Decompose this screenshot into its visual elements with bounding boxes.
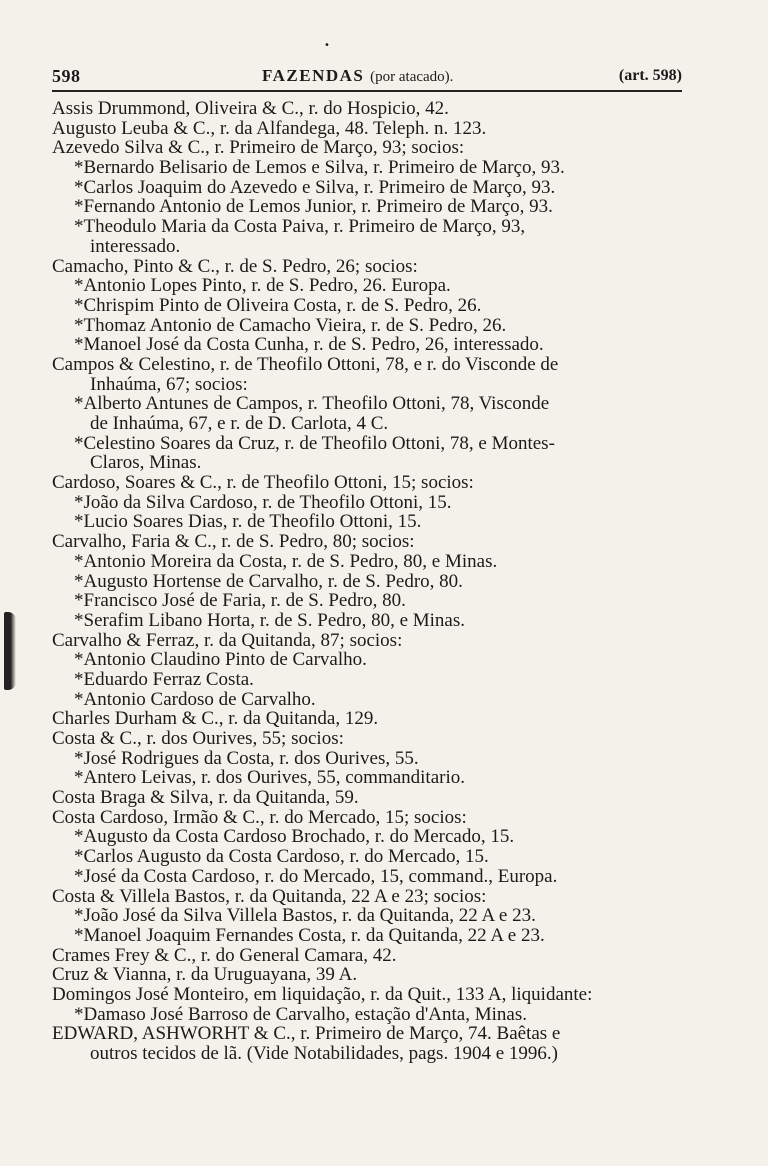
continuation-line: Claros, Minas. xyxy=(90,452,202,474)
partner-line: *Eduardo Ferraz Costa. xyxy=(74,668,254,690)
ink-dot: • xyxy=(324,40,330,51)
entry-line: Crames Frey & C., r. do General Camara, 42. xyxy=(52,944,397,966)
continuation-line: interessado. xyxy=(90,235,181,257)
partner-line: *João José da Silva Villela Bastos, r. da Quitanda, 22 A e 23. xyxy=(74,905,536,927)
continuation-line: outros tecidos de lã. (Vide Notabilidades, pags. 1904 e 1996.) xyxy=(90,1043,558,1064)
entry-line: Carvalho & Ferraz, r. da Quitanda, 87; socios: xyxy=(52,629,403,651)
entry-line: Camacho, Pinto & C., r. de S. Pedro, 26; socios: xyxy=(52,255,418,277)
partner-line: *Serafim Libano Horta, r. de S. Pedro, 80, e Minas. xyxy=(74,609,466,631)
page-number: 598 xyxy=(52,66,81,86)
partner-line: *Antonio Moreira da Costa, r. de S. Pedro, 80, e Minas. xyxy=(74,550,498,572)
entry-line: Domingos José Monteiro, em liquidação, r. da Quit., 133 A, liquidante: xyxy=(52,983,593,1005)
entry-line: Azevedo Silva & C., r. Primeiro de Março, 93; socios: xyxy=(52,137,465,159)
partner-line: *Augusto da Costa Cardoso Brochado, r. do Mercado, 15. xyxy=(74,826,515,848)
partner-line: *José da Costa Cardoso, r. do Mercado, 15, command., Europa. xyxy=(74,865,558,887)
partner-line: *Antonio Claudino Pinto de Carvalho. xyxy=(74,649,367,671)
partner-line: *Thomaz Antonio de Camacho Vieira, r. de S. Pedro, 26. xyxy=(74,314,507,336)
entry-line: Costa Braga & Silva, r. da Quitanda, 59. xyxy=(52,787,359,809)
partner-line: *Lucio Soares Dias, r. de Theofilo Ottoni, 15. xyxy=(74,511,422,533)
section-subtitle: (por atacado). xyxy=(370,69,454,85)
partner-line: *Manoel José da Costa Cunha, r. de S. Pedro, 26, interessado. xyxy=(74,334,544,356)
partner-line: *Theodulo Maria da Costa Paiva, r. Primeiro de Março, 93, xyxy=(74,216,526,238)
entry-line: Augusto Leuba & C., r. da Alfandega, 48. Teleph. n. 123. xyxy=(52,117,487,139)
partner-line: *Bernardo Belisario de Lemos e Silva, r. Primeiro de Março, 93. xyxy=(74,157,565,179)
partner-line: *Fernando Antonio de Lemos Junior, r. Primeiro de Março, 93. xyxy=(74,196,553,218)
partner-line: *Carlos Augusto da Costa Cardoso, r. do Mercado, 15. xyxy=(74,846,489,868)
entry-line: Cruz & Vianna, r. da Uruguayana, 39 A. xyxy=(52,964,358,986)
partner-line: *Alberto Antunes de Campos, r. Theofilo Ottoni, 78, Visconde xyxy=(74,393,550,415)
continuation-line: de Inhaúma, 67, e r. de D. Carlota, 4 C. xyxy=(90,413,389,434)
partner-line: *Antonio Cardoso de Carvalho. xyxy=(74,688,316,710)
partner-line: *Manoel Joaquim Fernandes Costa, r. da Quitanda, 22 A e 23. xyxy=(74,924,545,946)
page-title xyxy=(262,66,453,86)
directory-listing xyxy=(52,99,712,1064)
partner-line: *José Rodrigues da Costa, r. dos Ourives, 55. xyxy=(74,747,419,769)
partner-line: *Carlos Joaquim do Azevedo e Silva, r. Primeiro de Março, 93. xyxy=(74,176,556,198)
partner-line: *Antonio Lopes Pinto, r. de S. Pedro, 26. Europa. xyxy=(74,275,451,297)
continuation-line: Inhaúma, 67; socios: xyxy=(90,373,248,395)
entry-line: EDWARD, ASHWORHT & C., r. Primeiro de Março, 74. Baêtas e xyxy=(52,1023,561,1045)
partner-line: *Augusto Hortense de Carvalho, r. de S. Pedro, 80. xyxy=(74,570,463,592)
entry-line: Campos & Celestino, r. de Theofilo Ottoni, 78, e r. do Visconde de xyxy=(52,353,559,375)
entry-line: Costa Cardoso, Irmão & C., r. do Mercado, 15; socios: xyxy=(52,806,467,828)
entry-line: Assis Drummond, Oliveira & C., r. do Hospicio, 42. xyxy=(52,98,449,119)
partner-line: *Antero Leivas, r. dos Ourives, 55, commanditario. xyxy=(74,767,466,789)
article-reference: (art. 598) xyxy=(618,67,682,84)
entry-line: Costa & C., r. dos Ourives, 55; socios: xyxy=(52,728,344,749)
partner-line: *Francisco José de Faria, r. de S. Pedro, 80. xyxy=(74,590,406,612)
partner-line: *Chrispim Pinto de Oliveira Costa, r. de S. Pedro, 26. xyxy=(74,294,482,316)
section-title: FAZENDAS xyxy=(262,66,365,85)
partner-line: *João da Silva Cardoso, r. de Theofilo Ottoni, 15. xyxy=(74,491,452,513)
entry-line: Charles Durham & C., r. da Quitanda, 129. xyxy=(52,708,379,730)
entry-line: Cardoso, Soares & C., r. de Theofilo Ottoni, 15; socios: xyxy=(52,472,474,494)
partner-line: *Damaso José Barroso de Carvalho, estação d'Anta, Minas. xyxy=(74,1003,527,1025)
entry-line: Carvalho, Faria & C., r. de S. Pedro, 80; socios: xyxy=(52,531,415,553)
binding-edge-mark xyxy=(4,612,16,690)
page-header xyxy=(52,66,682,92)
partner-line: *Celestino Soares da Cruz, r. de Theofilo Ottoni, 78, e Montes- xyxy=(74,432,555,454)
entry-line: Costa & Villela Bastos, r. da Quitanda, 22 A e 23; socios: xyxy=(52,885,487,907)
